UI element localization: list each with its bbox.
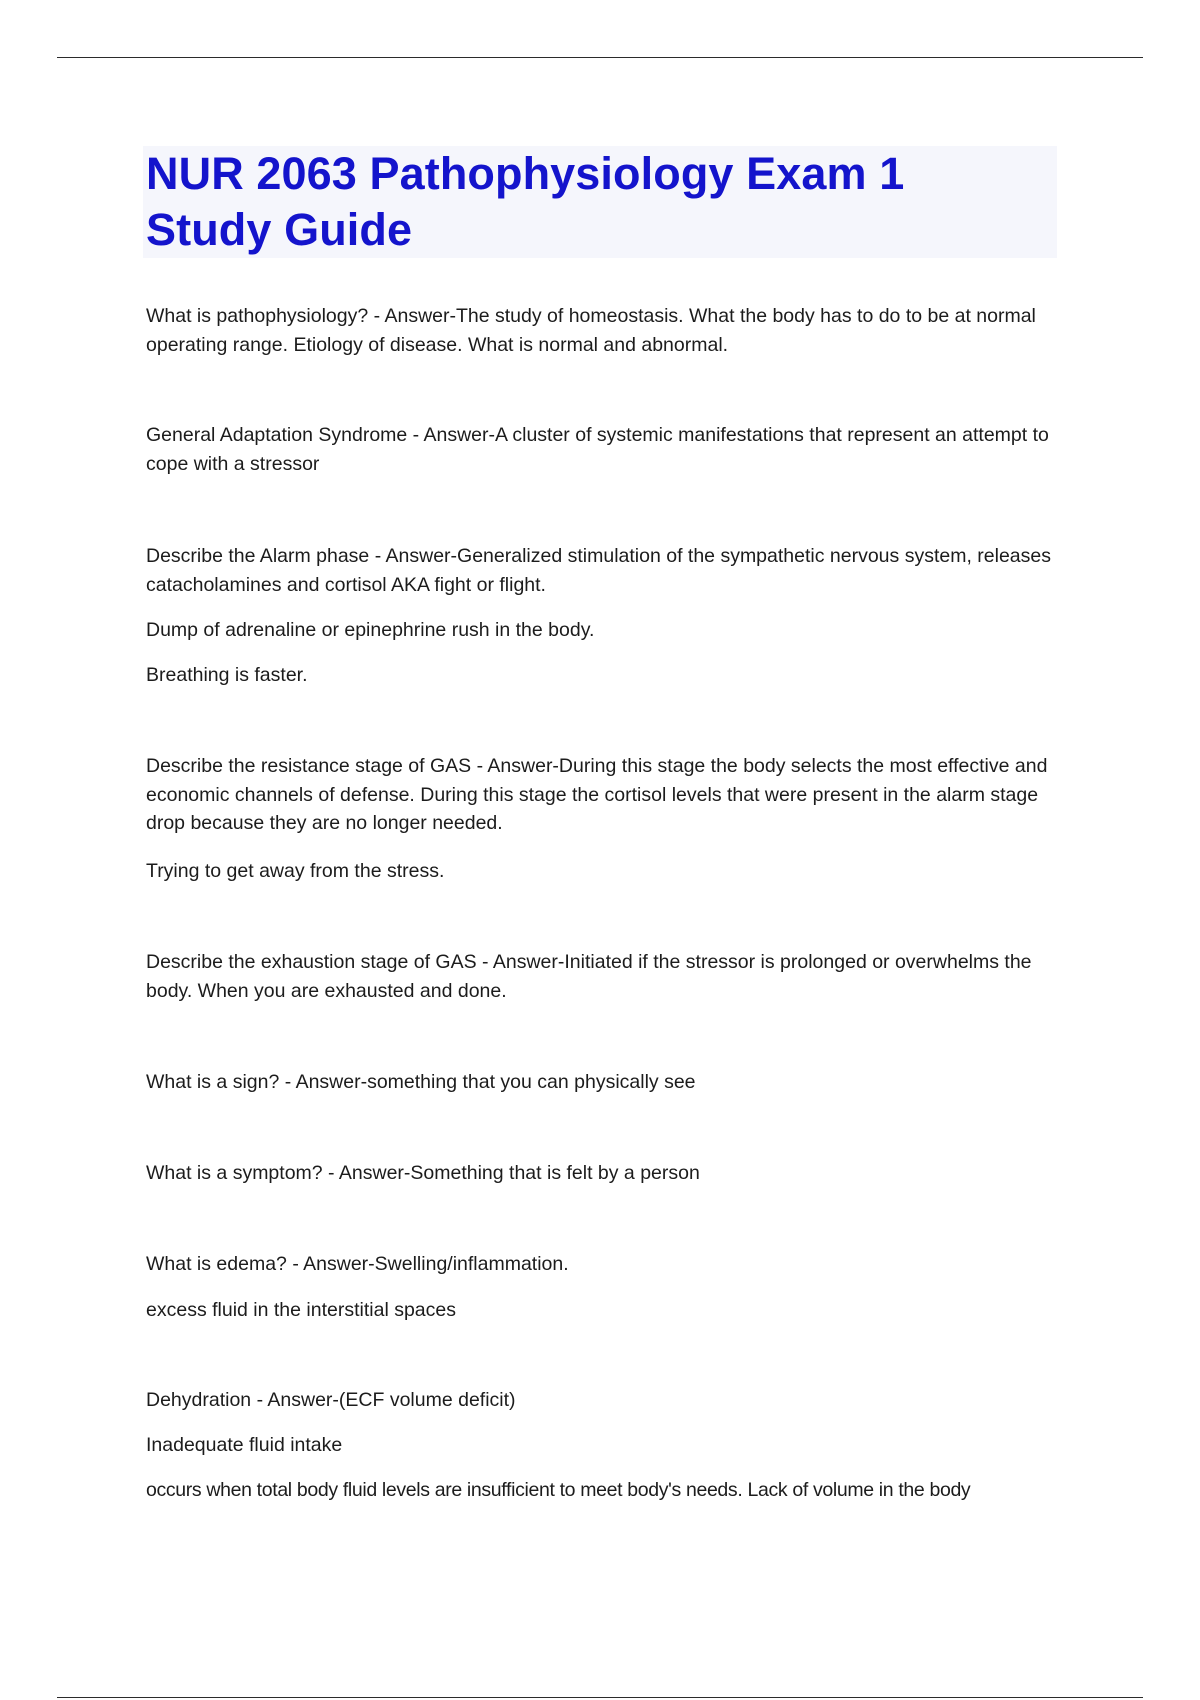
paragraph-dehydration: Dehydration - Answer-(ECF volume deficit) <box>146 1389 516 1411</box>
paragraph-exhaustion-stage: Describe the exhaustion stage of GAS - Answer-Initiated if the stressor is prolonged or overwhelms the body. When you are exhausted and done. <box>146 951 1032 1002</box>
paragraph-alarm-phase: Describe the Alarm phase - Answer-Generalized stimulation of the sympathetic nervous system, releases catacholamines and cortisol AKA fight or flight. <box>146 545 1051 596</box>
paragraph-inadequate-intake: Inadequate fluid intake <box>146 1434 343 1456</box>
paragraph-stress: Trying to get away from the stress. <box>146 860 445 882</box>
paragraph-body-fluid: occurs when total body fluid levels are insufficient to meet body's needs. Lack of volume in the body <box>146 1479 971 1501</box>
paragraph-sign: What is a sign? - Answer-something that you can physically see <box>146 1071 696 1093</box>
paragraph-adrenaline: Dump of adrenaline or epinephrine rush in the body. <box>146 619 595 641</box>
paragraph-gas: General Adaptation Syndrome - Answer-A cluster of systemic manifestations that represent an attempt to cope with a stressor <box>146 424 1049 475</box>
document-title <box>146 146 1057 258</box>
paragraph-symptom: What is a symptom? - Answer-Something that is felt by a person <box>146 1162 700 1184</box>
paragraph-excess-fluid: excess fluid in the interstitial spaces <box>146 1299 456 1321</box>
title-line-2: Study Guide <box>146 204 413 255</box>
bottom-rule <box>57 1697 1143 1698</box>
paragraph-breathing: Breathing is faster. <box>146 664 308 686</box>
top-rule <box>57 57 1143 58</box>
paragraph-edema: What is edema? - Answer-Swelling/inflammation. <box>146 1253 569 1275</box>
title-line-1: NUR 2063 Pathophysiology Exam 1 <box>146 148 905 199</box>
paragraph-pathophysiology: What is pathophysiology? - Answer-The study of homeostasis. What the body has to do to be at normal operating range. Etiology of disease. What is normal and abnormal. <box>146 305 1036 356</box>
paragraph-resistance-stage: Describe the resistance stage of GAS - Answer-During this stage the body selects the most effective and economic channels of defense. During this stage the cortisol levels that were present in the alarm stage drop because they are no longer needed. <box>146 755 1048 834</box>
title-block <box>143 146 1057 258</box>
